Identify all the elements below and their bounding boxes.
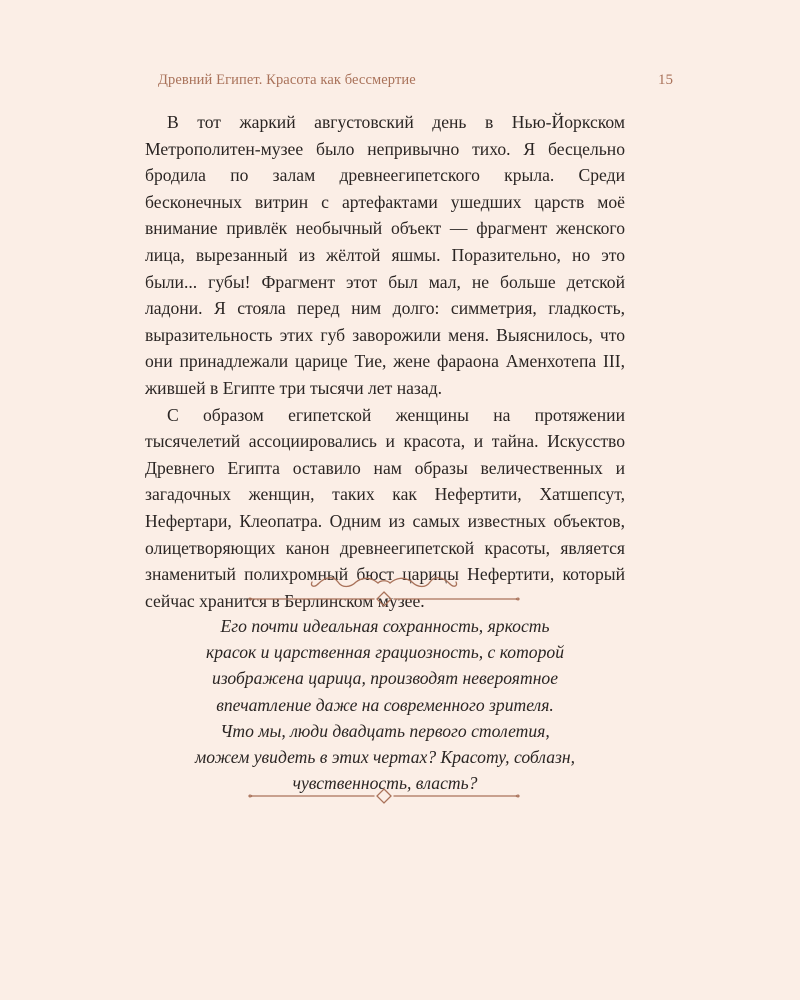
- ornamental-divider-bottom: [248, 781, 520, 809]
- quote-line: можем увидеть в этих чертах? Красоту, соблазн,: [195, 747, 575, 768]
- paragraph: С образом египетской женщины на протяжении тысячелетий ассоциировались и красота, и тайна. Искусство Древнего Египта оставило нам образы величественных и загадочных женщин, таких как Нефертити, Хатшепсут, Нефертари, Клеопатра. Одним из самых известных объектов, олицетворяющих канон древнеегипетской красоты, является знаменитый полихромный бюст царицы Нефертити, который сейчас хранится в Берлинском музее.: [145, 404, 625, 611]
- page-number: 15: [658, 72, 673, 88]
- quote-line: красок и царственная грациозность, с которой: [206, 642, 564, 663]
- quote-line: чувственность, власть?: [292, 773, 478, 794]
- pull-quote: [150, 613, 620, 796]
- body-text: [145, 109, 625, 614]
- running-title: Древний Египет. Красота как бессмертие: [158, 72, 416, 88]
- quote-line: Что мы, люди двадцать первого столетия,: [220, 720, 550, 741]
- quote-line: впечатление даже на современного зрителя.: [216, 694, 554, 715]
- ornamental-divider-top: [248, 574, 520, 610]
- quote-line: изображена царица, производят невероятное: [211, 668, 559, 689]
- quote-line: Его почти идеальная сохранность, яркость: [220, 616, 550, 636]
- paragraph: В тот жаркий августовский день в Нью-Йоркском Метрополитен-музее было непривычно тихо. Я бесцельно бродила по залам древнеегипетского крыла. Среди бесконечных витрин с артефактами ушедших царств моё внимание привлёк необычный объект — фрагмент женского лица, вырезанный из жёлтой яшмы. Поразительно, но это были... губы! Фрагмент этот был мал, не больше детской ладони. Я стояла перед ним долго: симметрия, гладкость, выразительность этих губ заворожили меня. Выяснилось, что они принадлежали царице Тие, жене фараона Аменхотепа III, жившей в Египте три тысячи лет назад.: [145, 112, 625, 398]
